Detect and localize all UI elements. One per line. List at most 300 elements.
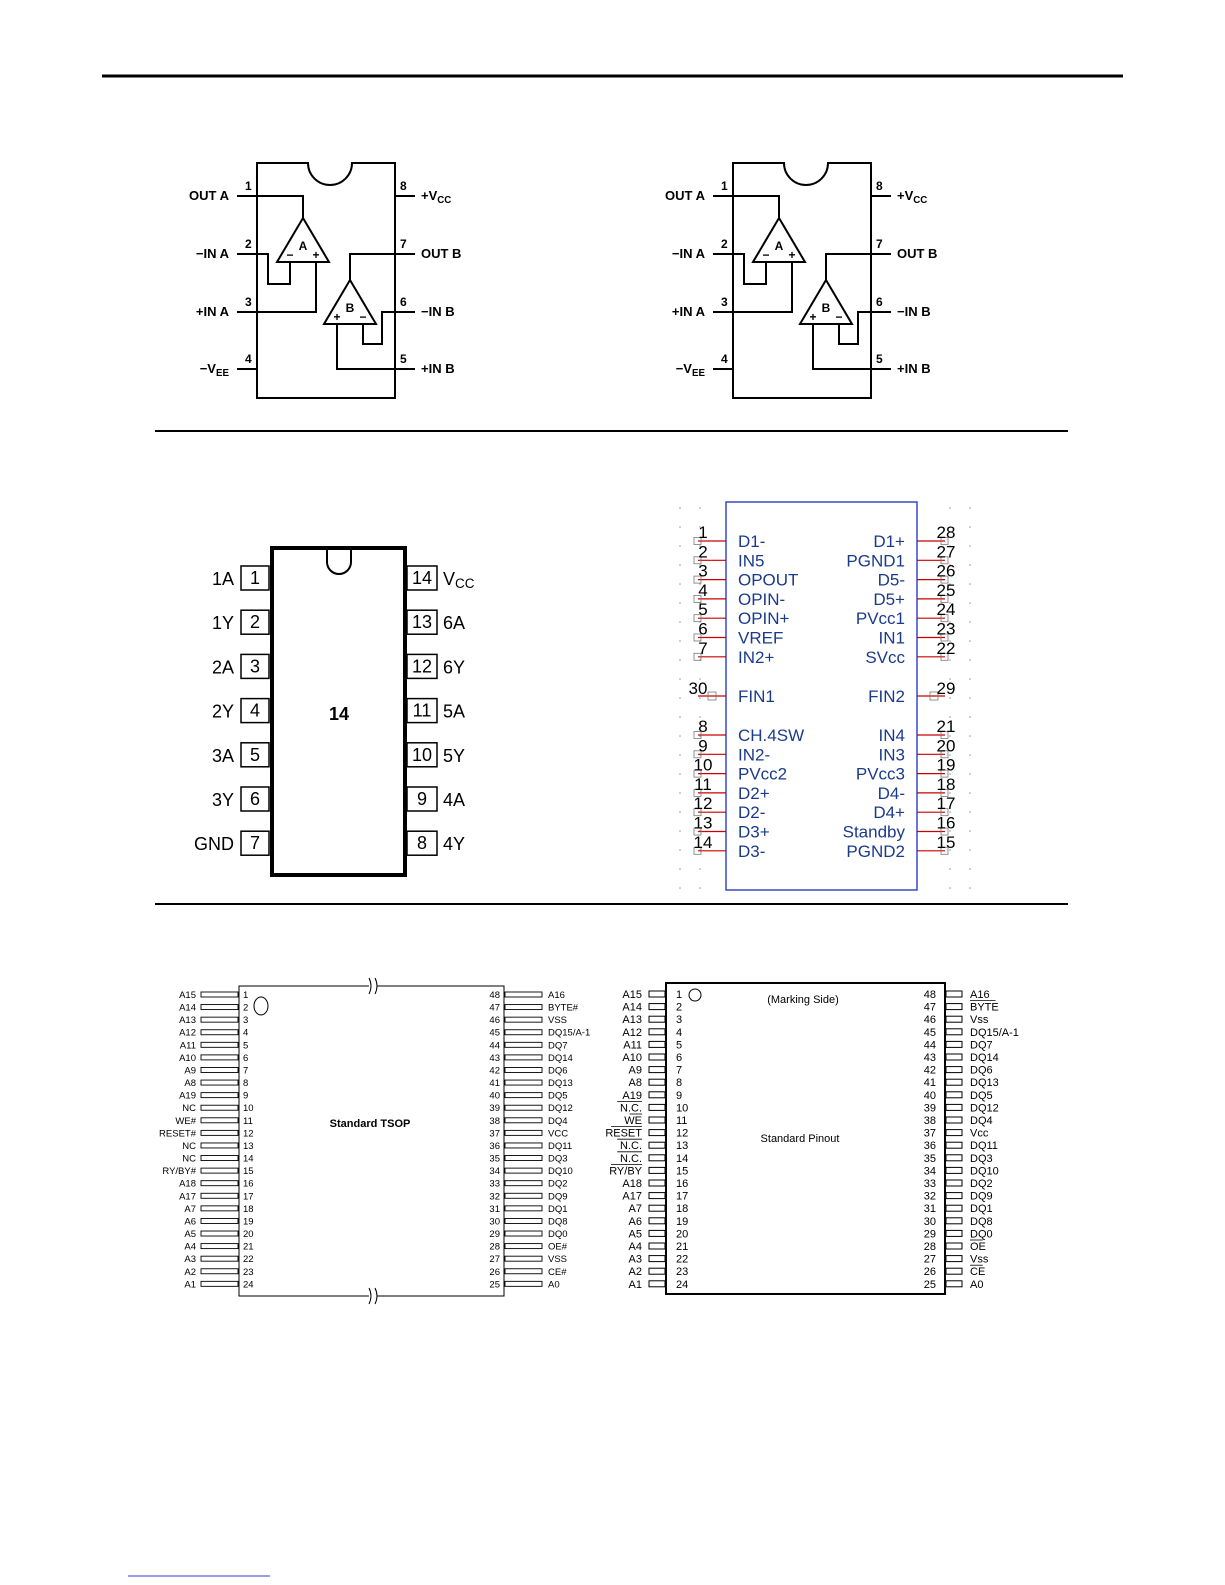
chip-body [239, 986, 504, 1296]
pin-lead [649, 1256, 665, 1262]
pin-lead [505, 1093, 542, 1098]
pin-number: 33 [489, 1178, 500, 1190]
pin-number: 44 [489, 1040, 500, 1052]
grid-dot [679, 678, 681, 680]
pin-number: 6 [243, 1052, 249, 1064]
pin-label: A3 [628, 1253, 642, 1266]
pin-number: 23 [676, 1266, 689, 1279]
pin-number: 6 [876, 295, 883, 309]
pin-lead [946, 1142, 962, 1148]
pin-number: 26 [489, 1266, 500, 1278]
pin-lead [505, 1269, 542, 1274]
grid-dot [969, 545, 971, 547]
pin-number: 45 [923, 1026, 936, 1039]
pin-number: 10 [693, 755, 713, 775]
pin-number: 21 [936, 717, 956, 736]
pin-number: 7 [698, 638, 708, 658]
grid-dot [969, 640, 971, 642]
pin-number: 7 [249, 833, 261, 854]
pin-label: DQ3 [548, 1153, 568, 1165]
wire-in-a-pos [733, 262, 792, 312]
pin-lead [649, 1193, 665, 1199]
pin-number: 7 [243, 1065, 249, 1077]
pin-lead [649, 1029, 665, 1035]
pin-number: 42 [923, 1064, 936, 1077]
pin-number: 5 [400, 352, 407, 366]
pin-label: A0 [970, 1278, 984, 1291]
pin-lead [201, 1244, 238, 1249]
chip-body [257, 163, 395, 398]
grid-dot [699, 887, 701, 889]
pin-number: 6 [698, 619, 708, 639]
pin-label: DQ11 [970, 1140, 998, 1153]
pin-number: 12 [243, 1128, 254, 1140]
pin-label: A2 [628, 1266, 642, 1279]
pin-number: 4 [676, 1026, 683, 1039]
grid-dot [679, 697, 681, 699]
grid-dot [679, 716, 681, 718]
pin-label: FIN2 [868, 687, 905, 706]
pin-label: RY/BY [609, 1165, 642, 1178]
pin-number: 45 [489, 1027, 500, 1039]
pin-label: FIN1 [738, 687, 775, 706]
pin-label: DQ0 [548, 1229, 568, 1241]
pin-label: A10 [622, 1052, 642, 1064]
pin-lead [946, 1004, 962, 1010]
pin-label: D4+ [873, 803, 905, 823]
pin-label: DQ4 [548, 1115, 568, 1127]
pin-lead [946, 1029, 962, 1035]
pin-number: 42 [489, 1065, 500, 1077]
pin-lead [649, 1067, 665, 1073]
pin-number: 29 [489, 1229, 500, 1241]
pin-number: 41 [489, 1078, 500, 1090]
pin-lead [649, 1243, 665, 1249]
pin-label: A19 [179, 1090, 196, 1102]
pin-label: 3A [211, 745, 234, 766]
pin-label: A1 [628, 1278, 642, 1291]
pin-label: DQ11 [548, 1140, 573, 1152]
pin-lead [649, 1230, 665, 1236]
pin-lead [649, 1104, 665, 1110]
pin-number: 8 [876, 179, 883, 193]
pin-number: 47 [923, 1001, 936, 1014]
pin-label: A3 [184, 1254, 196, 1266]
pin-label: DQ6 [970, 1064, 993, 1077]
pin-lead [505, 1156, 542, 1161]
pin-number: 36 [489, 1140, 500, 1152]
pin-number: 4 [721, 352, 728, 366]
pin-label: OPOUT [738, 570, 799, 590]
pin-label: BYTE# [548, 1002, 579, 1014]
pin-label: D1- [738, 532, 766, 551]
plus-sign: + [809, 310, 817, 324]
pin-lead [505, 1030, 542, 1035]
pin-label: A8 [184, 1078, 196, 1090]
pin-number: 47 [489, 1002, 500, 1014]
pin-number: 33 [923, 1178, 936, 1190]
grid-dot [969, 849, 971, 851]
pin-label: A19 [622, 1089, 642, 1102]
grid-dot [679, 583, 681, 585]
pin-label: 1A [211, 569, 234, 589]
pin-number: 43 [489, 1052, 500, 1064]
pin-number: 35 [489, 1153, 500, 1165]
pin1-dot [254, 997, 268, 1015]
pin-label: GND [194, 834, 234, 855]
pin-number: 3 [676, 1014, 683, 1027]
pin-number: 11 [412, 700, 432, 721]
pin-lead [946, 1268, 962, 1274]
pin-lead [649, 1079, 665, 1085]
wire-out-a [257, 196, 303, 218]
pin-lead [946, 1281, 962, 1287]
pin-lead [505, 1181, 542, 1186]
wire-out-b [826, 254, 871, 280]
pin-label: A1 [184, 1279, 196, 1291]
pin-lead [649, 1281, 665, 1287]
pin-label: D3+ [738, 822, 770, 842]
pin-lead [201, 1130, 238, 1135]
pin-label: DQ0 [970, 1228, 993, 1241]
pin-label: DQ10 [970, 1165, 999, 1178]
minus-sign: − [762, 248, 770, 262]
pin-number: 38 [923, 1115, 936, 1127]
pin-label: IN2- [738, 745, 771, 765]
pin-lead [649, 1092, 665, 1098]
pin-label: VREF [738, 628, 784, 648]
pin-lead [505, 1017, 542, 1022]
pin-number: 24 [676, 1278, 689, 1291]
pin-number: 28 [923, 1241, 936, 1253]
pin-label: A2 [184, 1266, 196, 1278]
pin-lead [946, 991, 962, 997]
pin-number: 41 [923, 1077, 936, 1090]
pin-label: BYTE [970, 1001, 999, 1014]
pin-label: +IN A [195, 304, 229, 319]
pin-number: 20 [676, 1228, 689, 1241]
pin-label: OE# [548, 1241, 568, 1253]
grid-dot [969, 526, 971, 528]
pin-label: DQ2 [548, 1178, 568, 1190]
pin-number: 27 [936, 542, 956, 562]
grid-dot [949, 659, 951, 661]
pin-lead [649, 1167, 665, 1173]
pin-lead [505, 1130, 542, 1135]
pin-lead [201, 992, 238, 997]
pin-number: 26 [923, 1266, 936, 1279]
pin-lead [946, 1193, 962, 1199]
pin-lead [946, 1092, 962, 1098]
pin-number: 40 [489, 1090, 500, 1102]
pin-number: 8 [416, 833, 428, 854]
pin-lead [649, 991, 665, 997]
pin-label: A0 [548, 1279, 560, 1291]
pin-number: 29 [936, 679, 956, 698]
pin-number: 5 [876, 352, 883, 366]
pin-number: 1 [676, 989, 683, 1001]
plus-sign: + [333, 310, 341, 324]
pin-number: 24 [936, 600, 956, 620]
minus-sign: − [359, 310, 367, 324]
pin-number: 14 [676, 1152, 689, 1165]
pin-label: PVcc3 [855, 764, 905, 784]
pin-label: A18 [622, 1178, 642, 1190]
pin-label: 5A [443, 701, 466, 722]
pin-lead [649, 1016, 665, 1022]
pin-lead [946, 1130, 962, 1136]
grid-dot [679, 887, 681, 889]
pin-lead [505, 1244, 542, 1249]
opamp-a-label: A [774, 239, 784, 253]
pin-number: 4 [249, 700, 261, 721]
pin-lead [505, 1143, 542, 1148]
pin-label: D3- [738, 841, 766, 861]
pin-lead [649, 1268, 665, 1274]
grid-dot [679, 773, 681, 775]
grid-dot [679, 545, 681, 547]
grid-dot [679, 735, 681, 737]
pin-label: 3Y [211, 790, 234, 810]
pin-label: VCC [443, 569, 475, 591]
pin-number: 44 [923, 1039, 936, 1052]
pin-number: 20 [936, 736, 956, 756]
pin-label: DQ13 [548, 1078, 573, 1090]
pin-lead [946, 1079, 962, 1085]
pin-number: 46 [489, 1015, 500, 1027]
pin-number: 8 [243, 1078, 249, 1090]
pin-lead [649, 1054, 665, 1060]
pin-label: D2+ [738, 783, 770, 803]
pin-number: 10 [676, 1102, 689, 1115]
pin-label: 4Y [443, 834, 466, 855]
pin-lead [201, 1218, 238, 1223]
pin-label: DQ8 [548, 1216, 568, 1228]
chip-notch [327, 548, 351, 574]
dual-opamp-diagram-left [189, 163, 461, 398]
pin-number: 27 [923, 1253, 936, 1266]
pin-number: 30 [688, 679, 708, 698]
pin-label: A14 [622, 1001, 642, 1014]
pin-number: 17 [676, 1190, 689, 1203]
pin-label: DQ15/A-1 [548, 1027, 591, 1039]
pin-label: $-V_{EE}$ [675, 361, 705, 379]
chip-center-label: Standard TSOP [329, 1118, 411, 1130]
pin-label: OUT A [665, 188, 705, 203]
pin-label: DQ9 [548, 1191, 568, 1203]
pin-number: 1 [721, 179, 728, 193]
pin-lead [505, 1193, 542, 1198]
pin-lead [946, 1218, 962, 1224]
pin-label: A10 [179, 1052, 196, 1064]
pin-number: 30 [489, 1216, 500, 1228]
pin-label: OE [970, 1241, 986, 1253]
grid-dot [969, 735, 971, 737]
pin-label: NC [182, 1103, 196, 1115]
grid-dot [969, 811, 971, 813]
pin-label: −IN A [195, 246, 229, 261]
opamp-a-label: A [298, 239, 308, 253]
pin-label: A6 [184, 1216, 196, 1228]
pin-number: 6 [676, 1052, 683, 1064]
pin-label: NC [182, 1153, 196, 1165]
pin-label: PGND2 [846, 841, 905, 861]
grid-dot [969, 697, 971, 699]
pin-label: OUT A [189, 188, 229, 203]
pin-number: 34 [489, 1166, 500, 1178]
pin-label: DQ12 [548, 1103, 573, 1115]
pin-number: 36 [923, 1140, 936, 1153]
pin-number: 8 [676, 1077, 683, 1090]
pin-label: −IN A [671, 246, 705, 261]
pin-label: A6 [628, 1215, 642, 1228]
pin-number: 17 [936, 794, 956, 814]
minus-sign: − [286, 248, 294, 262]
pin-number: 37 [923, 1127, 936, 1140]
pin-lead [201, 1256, 238, 1261]
pin-lead [649, 1180, 665, 1186]
pin-label: Vss [970, 1253, 989, 1266]
pin-number: 38 [489, 1115, 500, 1127]
pin-number: 39 [923, 1102, 936, 1115]
pin-label: DQ9 [970, 1190, 993, 1203]
pin-number: 13 [243, 1140, 254, 1152]
pin-label: RESET# [159, 1128, 196, 1140]
pin-lead [201, 1030, 238, 1035]
pin-number: 4 [243, 1027, 249, 1039]
pin-number: 34 [923, 1165, 936, 1178]
grid-dot [949, 868, 951, 870]
pin-label: RY/BY# [162, 1166, 196, 1178]
grid-dot [969, 754, 971, 756]
pin-lead [201, 1181, 238, 1186]
pin-lead [505, 1218, 542, 1223]
pin-label: A12 [179, 1027, 196, 1039]
pin-lead [201, 1193, 238, 1198]
pin-label: PGND1 [846, 551, 905, 571]
pin-number: 1 [249, 568, 261, 588]
pin-lead [505, 1206, 542, 1211]
pin-label: 5Y [443, 745, 466, 766]
pin-label: CH.4SW [738, 726, 805, 745]
pin-number: 4 [698, 580, 708, 600]
tsop48-pinout-diagram-left [159, 978, 590, 1304]
opamp-b-label: B [821, 301, 831, 315]
wire-in-b-neg [363, 312, 395, 344]
grid-dot [679, 811, 681, 813]
grid-dot [969, 868, 971, 870]
pin-number: 39 [489, 1103, 500, 1115]
pin-lead [201, 1281, 238, 1286]
pin-label: −IN B [421, 304, 455, 319]
pin-number: 16 [936, 813, 956, 833]
pin-number: 19 [676, 1215, 689, 1228]
pin-number: 46 [923, 1014, 936, 1027]
pin-number: 1 [243, 990, 249, 1001]
pin-lead [649, 1142, 665, 1148]
pin-label: A15 [179, 990, 196, 1001]
pin-number: 4 [245, 352, 252, 366]
chip-center-label: Standard Pinout [760, 1133, 840, 1145]
grid-dot [679, 754, 681, 756]
grid-dot [679, 830, 681, 832]
pin-number: 5 [698, 600, 708, 620]
pin-number: 29 [923, 1228, 936, 1241]
pin-label: WE [624, 1115, 642, 1127]
pin-number: 23 [243, 1266, 254, 1278]
pin-lead [505, 1067, 542, 1072]
pin-label: A16 [970, 989, 990, 1001]
grid-dot [949, 507, 951, 509]
pin-lead [505, 1118, 542, 1123]
pin-lead [505, 1168, 542, 1173]
pin-label: A17 [622, 1190, 642, 1203]
pin-lead [649, 1117, 665, 1123]
pin-label: A8 [628, 1077, 642, 1090]
pin-label: A11 [623, 1039, 642, 1052]
pin-number: 7 [400, 237, 407, 251]
pin-lead [201, 1269, 238, 1274]
pin-number: 25 [936, 580, 956, 600]
pin-lead [201, 1067, 238, 1072]
pin-label: A17 [179, 1191, 196, 1203]
pin-number: 3 [245, 295, 252, 309]
pin-label: A9 [628, 1064, 642, 1077]
pin1-dot [689, 989, 701, 1001]
pin-label: N.C. [620, 1140, 642, 1153]
pin-number: 14 [411, 568, 433, 588]
pin-label: A4 [184, 1241, 196, 1253]
pin-number: 30 [923, 1215, 936, 1228]
pin-label: DQ12 [970, 1102, 999, 1115]
pin-lead [946, 1180, 962, 1186]
pin-lead [649, 1218, 665, 1224]
pin-label: 1Y [211, 613, 234, 634]
pin-lead [649, 1130, 665, 1136]
pin-number: 1 [245, 179, 252, 193]
pin-lead [201, 1231, 238, 1236]
pin-number: 31 [923, 1203, 936, 1216]
pin-label: OPIN+ [738, 609, 790, 629]
pin-number: 2 [245, 237, 252, 251]
pin-lead [946, 1155, 962, 1161]
pin-number: 22 [243, 1254, 254, 1266]
pin-label: DQ7 [548, 1040, 568, 1052]
pin-label: A16 [548, 990, 565, 1001]
pin-number: 2 [698, 542, 708, 562]
plus-sign: + [312, 248, 320, 262]
pin-label: CE# [548, 1266, 567, 1278]
pin-number: 13 [411, 612, 433, 633]
pin-label: VSS [548, 1254, 568, 1266]
pin-number: 7 [676, 1064, 683, 1077]
grid-dot [679, 526, 681, 528]
pin-label: +IN A [671, 304, 705, 319]
grid-dot [969, 887, 971, 889]
pin-lead [505, 992, 542, 997]
pin-number: 35 [923, 1152, 936, 1165]
pin-label: +IN B [421, 361, 455, 376]
pin-label: CE [970, 1266, 986, 1279]
pin-label: VCC [548, 1128, 569, 1140]
plus-sign: + [788, 248, 796, 262]
pin-lead [505, 1080, 542, 1085]
pin-label: A12 [622, 1026, 642, 1039]
grid-dot [969, 659, 971, 661]
pin-label: DQ5 [548, 1090, 568, 1102]
pin-lead [946, 1243, 962, 1249]
grid-dot [679, 564, 681, 566]
